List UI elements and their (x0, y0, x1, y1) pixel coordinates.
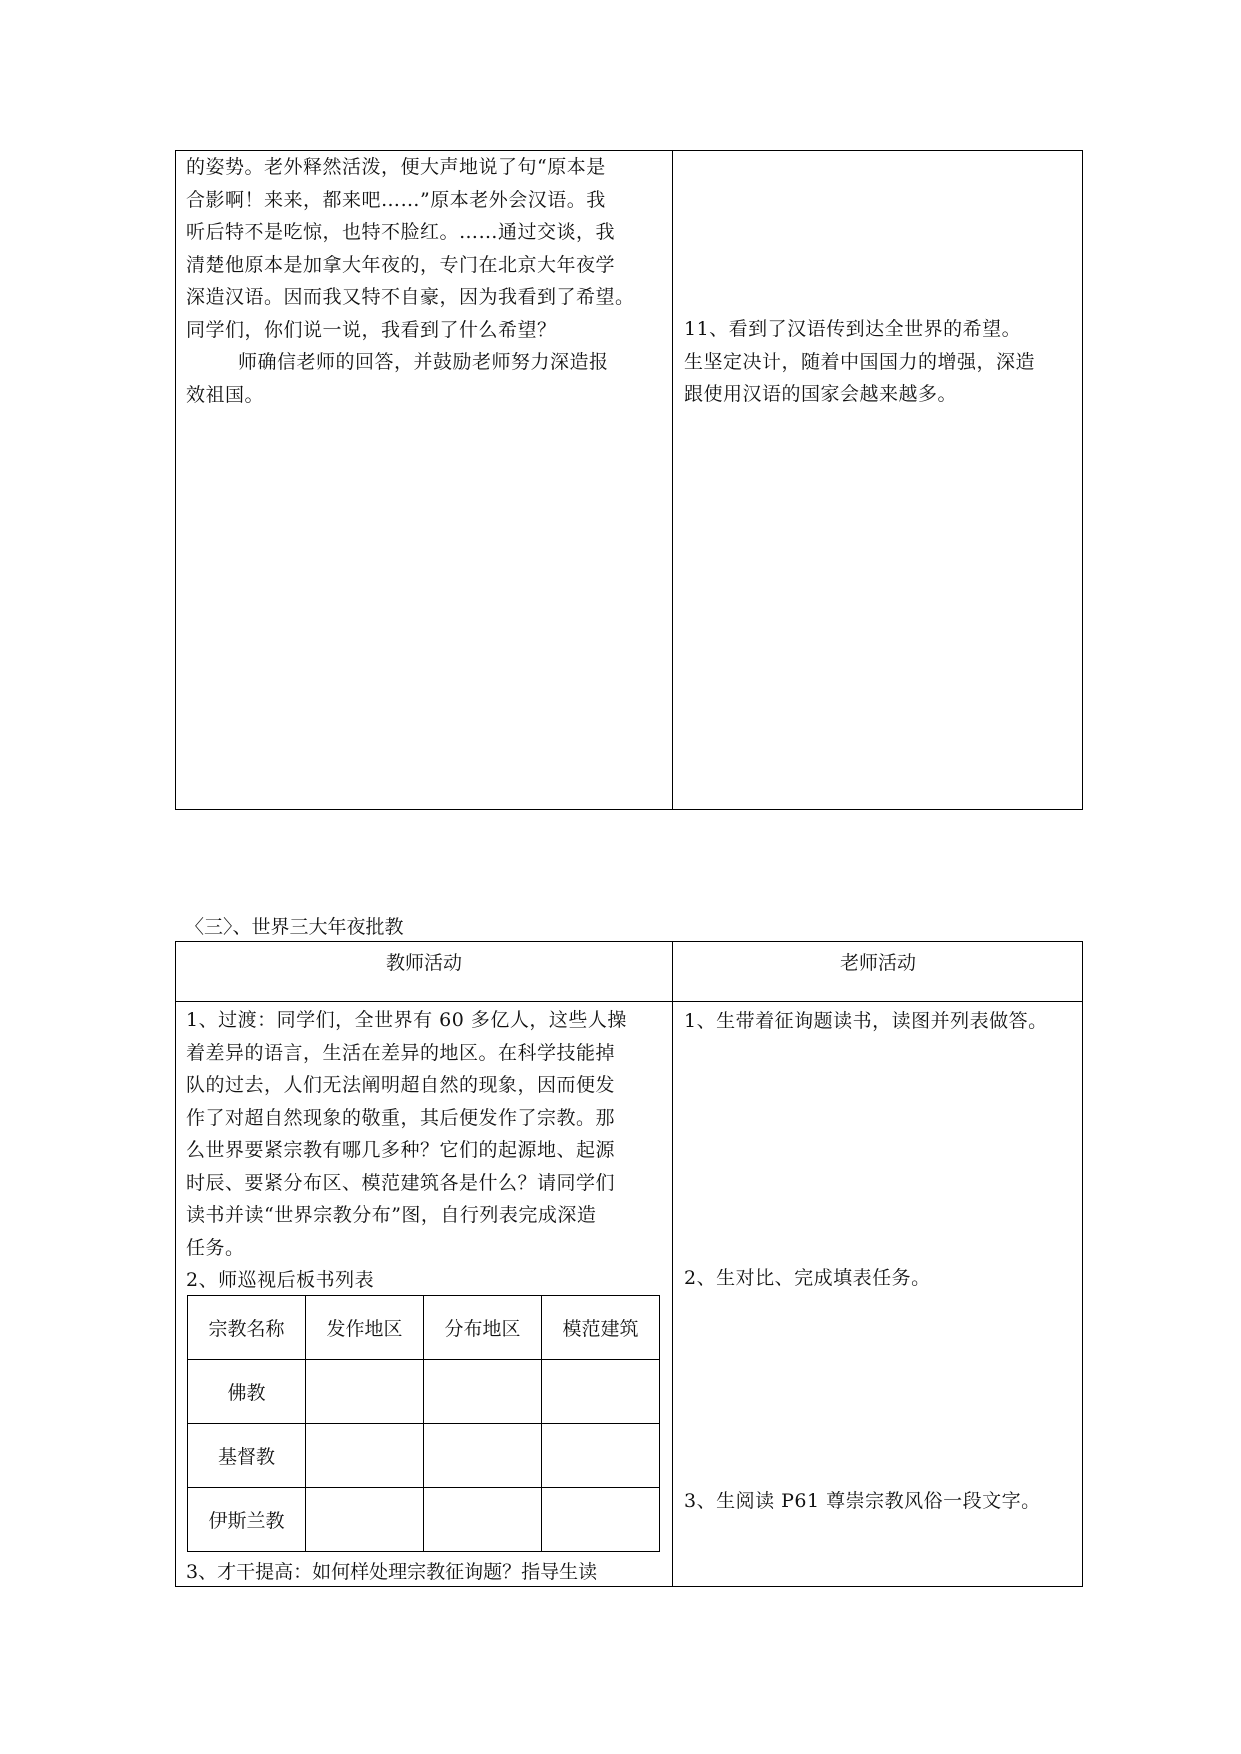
table-cell (306, 1488, 424, 1552)
table-cell (424, 1360, 542, 1424)
column-divider (672, 942, 673, 1586)
text-line: 师确信老师的回答，并鼓励老师努力深造报 (238, 351, 609, 373)
header-student-activity: 老师活动 (839, 952, 916, 974)
lesson-table-2 (175, 941, 1083, 1587)
table-cell: 伊斯兰教 (188, 1488, 306, 1552)
student-activity-cell (684, 313, 1079, 411)
student-activity-item: 1、生带着征询题读书，读图并列表做答。 (684, 1010, 1048, 1032)
religion-table (187, 1295, 660, 1552)
student-activity-item: 3、生阅读 P61 尊崇宗教风俗一段文字。 (684, 1490, 1041, 1512)
text-line: 2、师巡视后板书列表 (186, 1269, 375, 1291)
table-row (188, 1488, 660, 1552)
text-line: 1、过渡：同学们，全世界有 60 多亿人，这些人操 (186, 1009, 627, 1031)
text-line: 作了对超自然现象的敬重，其后便发作了宗教。那 (186, 1106, 616, 1129)
table-header-cell: 模范建筑 (542, 1296, 660, 1360)
table-cell (424, 1424, 542, 1488)
table-header-row (188, 1296, 660, 1360)
text-line: 生坚定决计，随着中国国力的增强，深造 (684, 350, 1036, 373)
text-line: 深造汉语。因而我又特不自豪，因为我看到了希望。 (186, 286, 635, 308)
text-line: 3、才干提高：如何样处理宗教征询题？指导生读 (186, 1561, 598, 1583)
table-cell (542, 1424, 660, 1488)
text-line: 的姿势。老外释然活泼，便大声地说了句“原本是 (186, 156, 606, 178)
lesson-table-1 (175, 150, 1083, 810)
text-line: 任务。 (186, 1236, 245, 1259)
table-cell (424, 1488, 542, 1552)
table-header-cell: 发作地区 (306, 1296, 424, 1360)
table-cell: 基督教 (188, 1424, 306, 1488)
table-header-cell: 分布地区 (424, 1296, 542, 1360)
table-cell (306, 1424, 424, 1488)
text-line: 听后特不是吃惊，也特不脸红。……通过交谈，我 (186, 221, 616, 243)
teacher-activity-cell (186, 151, 666, 411)
header-divider (176, 1001, 1082, 1002)
table-cell: 佛教 (188, 1360, 306, 1424)
text-line: 读书并读“世界宗教分布”图，自行列表完成深造 (186, 1204, 597, 1226)
text-line: 跟使用汉语的国家会越来越多。 (684, 383, 958, 405)
column-divider (672, 151, 673, 809)
table-row (188, 1360, 660, 1424)
text-line: 清楚他原本是加拿大年夜的，专门在北京大年夜学 (186, 253, 616, 276)
text-line: 着差异的语言，生活在差异的地区。在科学技能掉 (186, 1041, 616, 1064)
table-cell (542, 1360, 660, 1424)
header-teacher-activity: 教师活动 (385, 952, 462, 974)
text-line: 队的过去，人们无法阐明超自然的现象，因而便发 (186, 1074, 616, 1096)
text-line: 效祖国。 (186, 383, 265, 406)
text-line: 合影啊！来来，都来吧……”原本老外会汉语。我 (186, 188, 606, 211)
table-header-cell: 宗教名称 (188, 1296, 306, 1360)
table-cell (542, 1488, 660, 1552)
student-activity-item: 2、生对比、完成填表任务。 (684, 1267, 931, 1289)
table-cell (306, 1360, 424, 1424)
text-line: 时辰、要紧分布区、模范建筑各是什么？请同学们 (186, 1171, 616, 1194)
text-line: 么世界要紧宗教有哪几多种？它们的起源地、起源 (186, 1139, 616, 1161)
section-heading: 〈三〉、世界三大年夜批教 (185, 916, 404, 938)
text-line: 11、看到了汉语传到达全世界的希望。 (684, 318, 1022, 340)
table-row (188, 1424, 660, 1488)
teacher-activity-cell (186, 1004, 666, 1297)
text-line: 同学们，你们说一说，我看到了什么希望？ (186, 318, 557, 341)
